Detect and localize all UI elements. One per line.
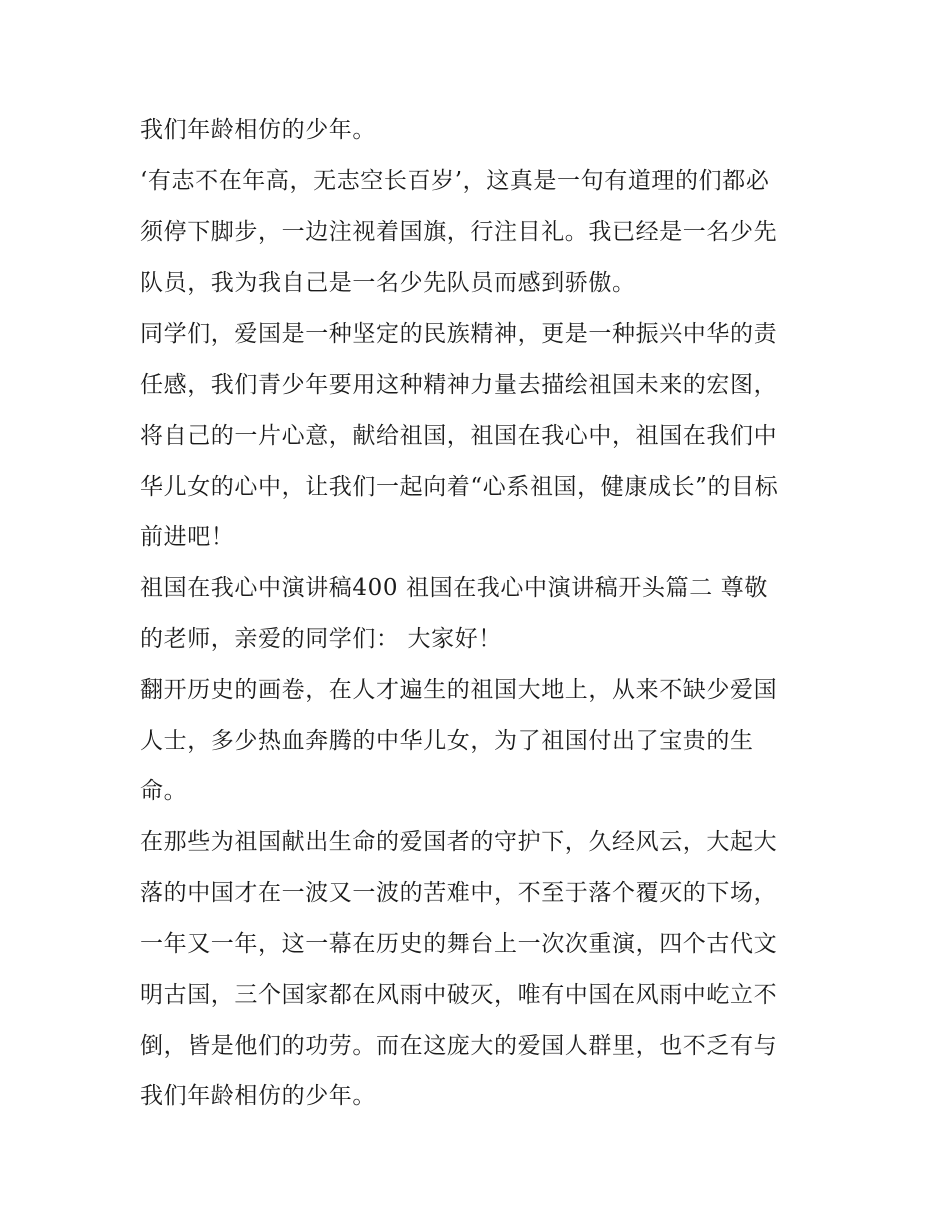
text-line: 一年又一年，这一幕在历史的舞台上一次次重演，四个古代文: [140, 931, 778, 957]
text-line: 人士，多少热血奔腾的中华儿女，为了祖国付出了宝贵的生: [140, 728, 754, 754]
text-line: 同学们，爱国是一种坚定的民族精神，更是一种振兴中华的责: [140, 321, 778, 347]
text-line: 我们年龄相仿的少年。: [140, 117, 376, 143]
text-line: 翻开历史的画卷，在人才遍生的祖国大地上，从来不缺少爱国: [140, 677, 778, 703]
text-line: 祖国在我心中演讲稿400 祖国在我心中演讲稿开头篇二 尊敬: [140, 575, 768, 601]
text-line: 在那些为祖国献出生命的爱国者的守护下，久经风云，大起大: [140, 829, 778, 855]
text-line: 须停下脚步，一边注视着国旗，行注目礼。我已经是一名少先: [140, 219, 778, 245]
text-line: 队员，我为我自己是一名少先队员而感到骄傲。: [140, 270, 636, 296]
text-line: ‘有志不在年高，无志空长百岁’，这真是一句有道理的们都必: [140, 168, 770, 194]
text-line: 任感，我们青少年要用这种精神力量去描绘祖国未来的宏图，: [140, 372, 778, 398]
text-line: 明古国，三个国家都在风雨中破灭，唯有中国在风雨中屹立不: [140, 982, 778, 1008]
text-line: 前进吧！: [140, 524, 235, 550]
text-line: 倒，皆是他们的功劳。而在这庞大的爱国人群里，也不乏有与: [140, 1033, 778, 1059]
text-line: 我们年龄相仿的少年。: [140, 1083, 376, 1109]
text-line: 华儿女的心中，让我们一起向着“心系祖国，健康成长”的目标: [140, 474, 779, 500]
text-line: 的老师，亲爱的同学们： 大家好！: [140, 626, 502, 652]
text-line: 落的中国才在一波又一波的苦难中，不至于落个覆灭的下场，: [140, 880, 778, 906]
text-line: 将自己的一片心意，献给祖国，祖国在我心中，祖国在我们中: [140, 423, 778, 449]
text-line: 命。: [140, 778, 188, 804]
